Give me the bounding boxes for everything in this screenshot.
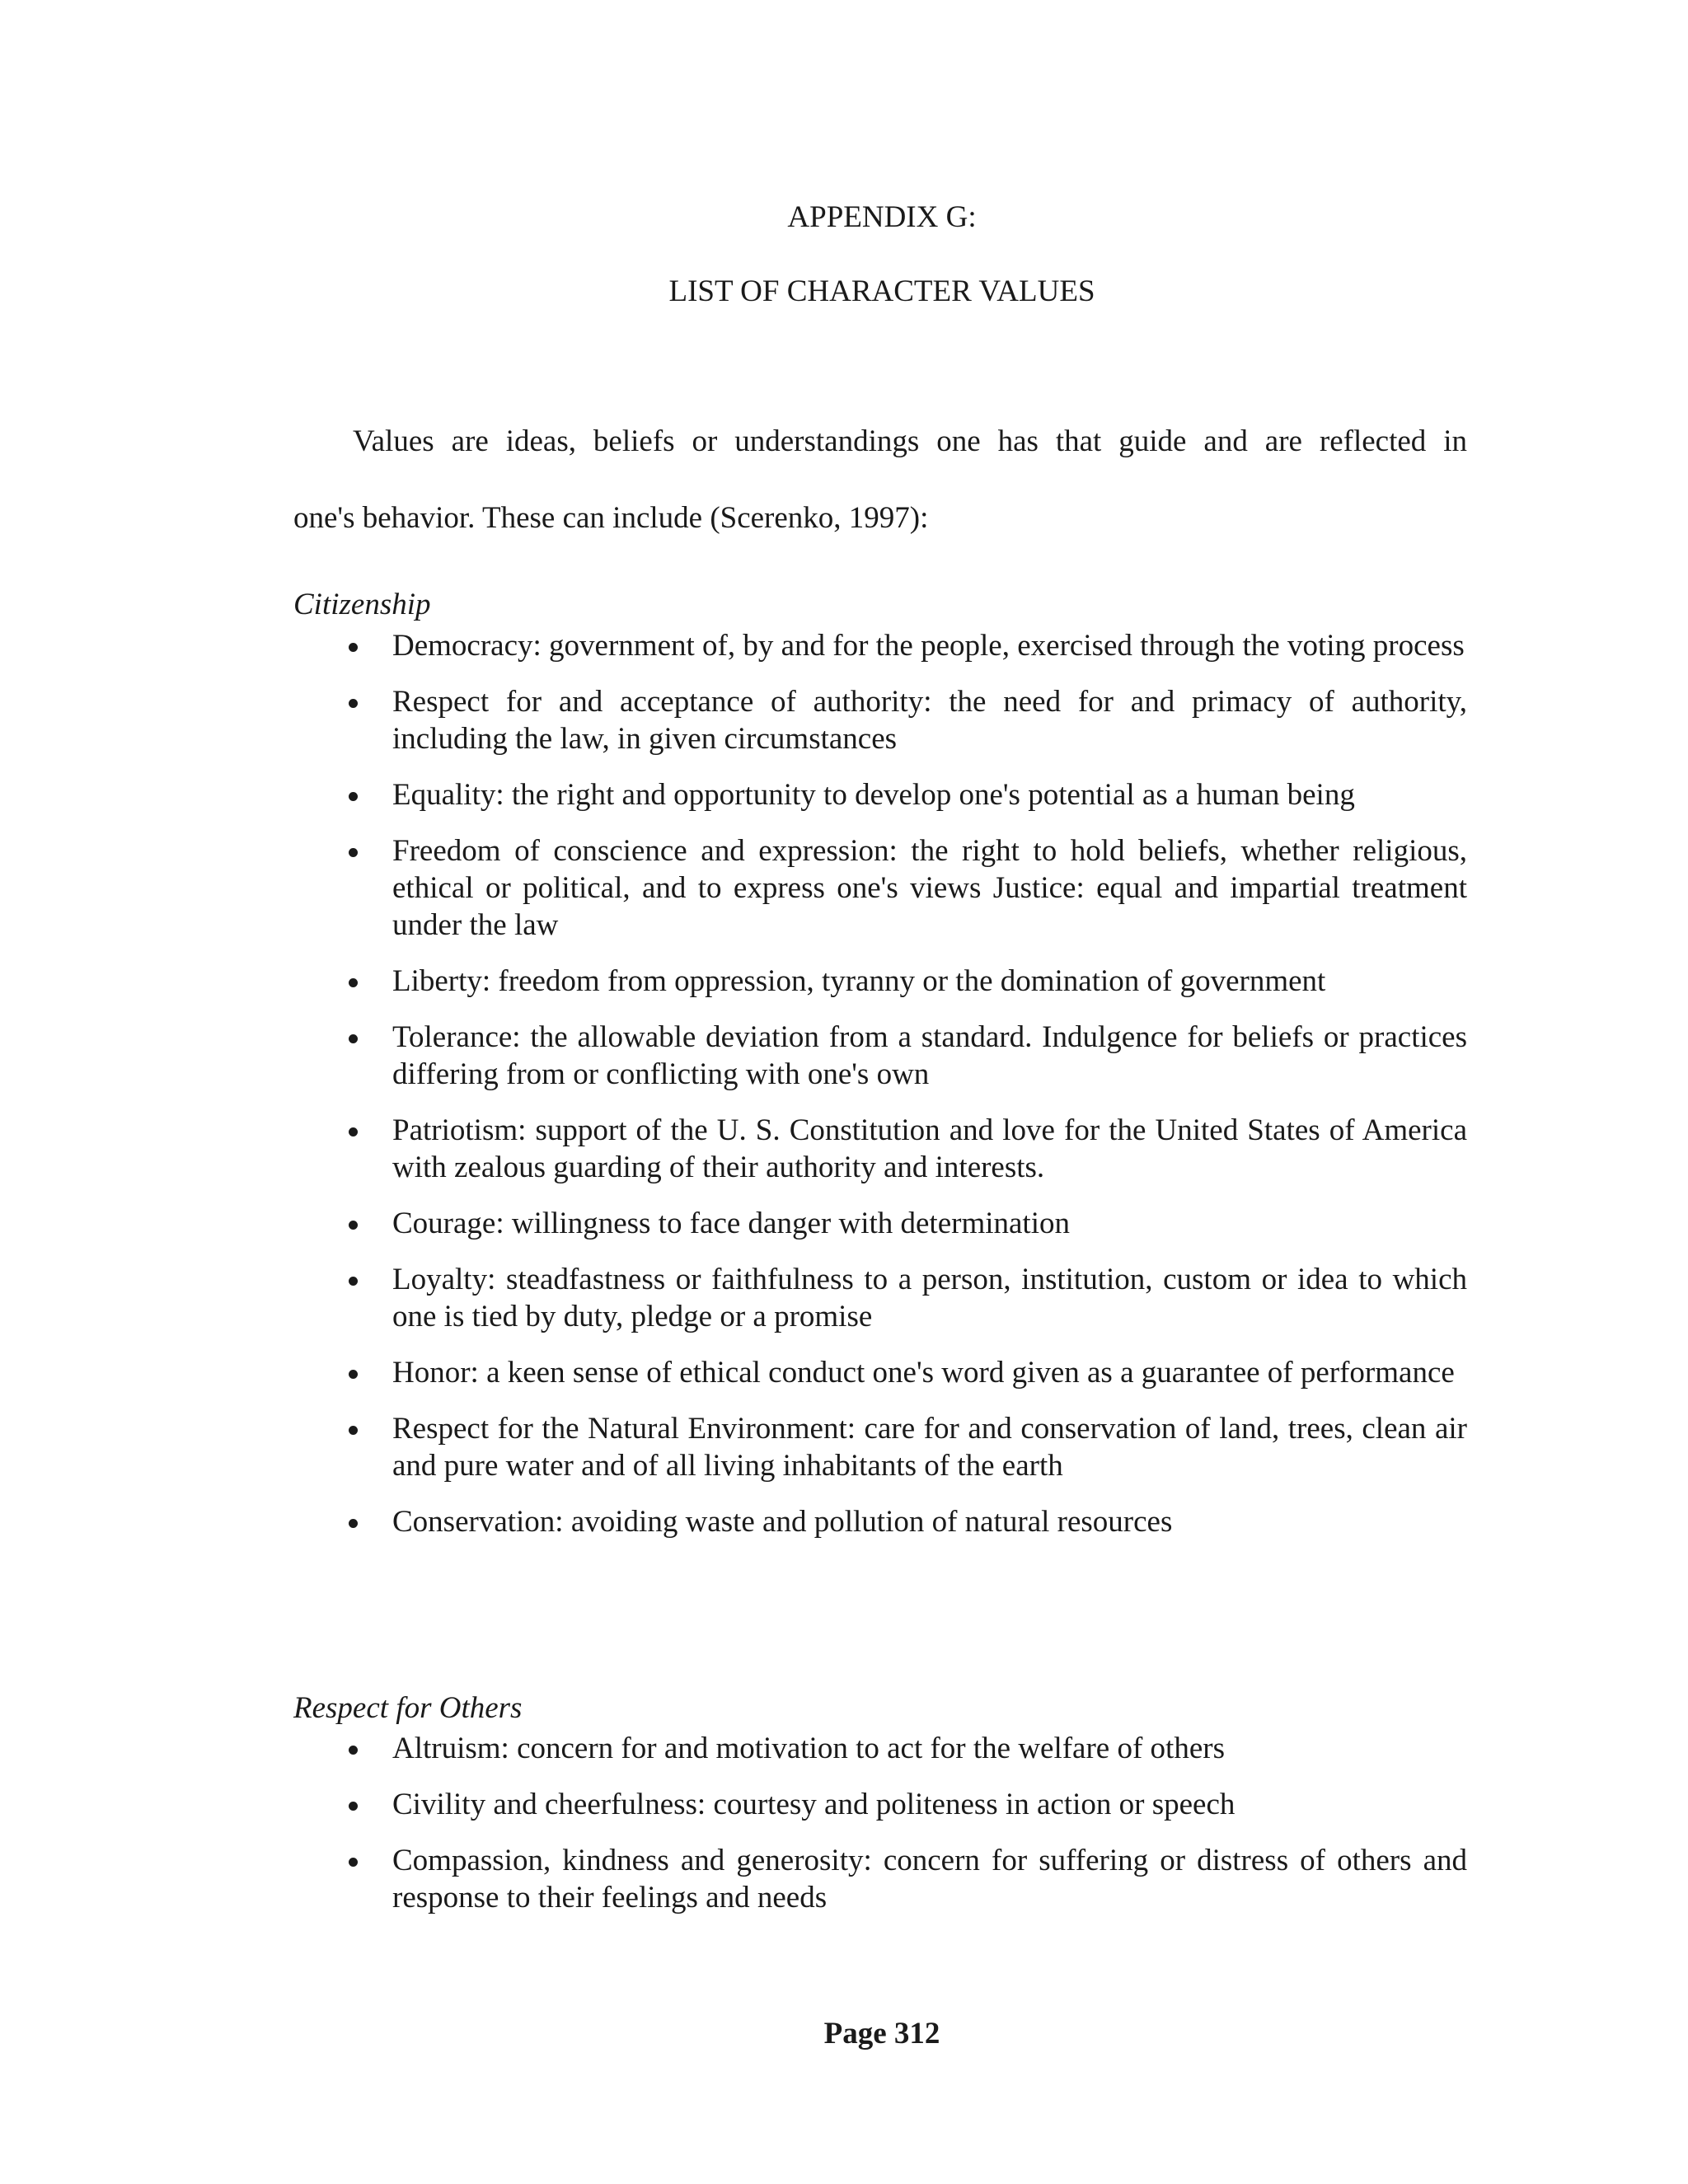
citizenship-list: [293, 627, 1467, 1559]
bullet-icon: [349, 1370, 358, 1379]
bullet-icon: [349, 1519, 358, 1528]
bullet-icon: [349, 643, 358, 652]
page-number: Page 312: [823, 2017, 940, 2050]
bullet-icon: [349, 1746, 358, 1755]
section-title-respect-for-others: Respect for Others: [293, 1691, 523, 1725]
list-item: [293, 1261, 1467, 1335]
bullet-icon: [349, 978, 358, 987]
list-item: [293, 1842, 1467, 1916]
bullet-icon: [349, 1127, 358, 1137]
list-item: [293, 1730, 1467, 1767]
intro-paragraph-line-1: Values are ideas, beliefs or understandings one has that guide and are reflected in: [353, 424, 1467, 458]
list-item: [293, 776, 1467, 813]
bullet-icon: [349, 1802, 358, 1811]
list-item-text: Civility and cheerfulness: courtesy and politeness in action or speech: [392, 1788, 1236, 1821]
list-item: [293, 1354, 1467, 1391]
respect-for-others-list: [293, 1730, 1467, 1935]
list-item-text: Respect for and acceptance of authority: the need for and primacy of authority, including the law, in given circumstances: [392, 685, 1467, 756]
list-item-text: Conservation: avoiding waste and pollution of natural resources: [392, 1505, 1173, 1539]
list-item: [293, 832, 1467, 944]
list-item-text: Compassion, kindness and generosity: concern for suffering or distress of others and response to their feelings and needs: [392, 1844, 1467, 1915]
list-item-text: Altruism: concern for and motivation to act for the welfare of others: [392, 1732, 1225, 1765]
bullet-icon: [349, 1034, 358, 1043]
list-item: [293, 1112, 1467, 1186]
list-item-text: Equality: the right and opportunity to develop one's potential as a human being: [392, 778, 1355, 812]
bullet-icon: [349, 699, 358, 708]
list-item-text: Honor: a keen sense of ethical conduct one's word given as a guarantee of performance: [392, 1356, 1455, 1390]
list-item: [293, 1503, 1467, 1540]
section-title-citizenship: Citizenship: [293, 588, 431, 621]
bullet-icon: [349, 1426, 358, 1435]
appendix-title: LIST OF CHARACTER VALUES: [668, 274, 1095, 308]
list-item-text: Courage: willingness to face danger with determination: [392, 1207, 1070, 1240]
list-item: [293, 627, 1467, 664]
list-item-text: Respect for the Natural Environment: care for and conservation of land, trees, clean air and pure water and of all living inhabitants of the earth: [392, 1412, 1467, 1483]
appendix-heading: APPENDIX G:: [787, 200, 977, 234]
bullet-icon: [349, 1858, 358, 1867]
list-item: [293, 1205, 1467, 1242]
list-item: [293, 1786, 1467, 1823]
list-item: [293, 963, 1467, 1000]
list-item-text: Democracy: government of, by and for the people, exercised through the voting process: [392, 629, 1465, 663]
list-item-text: Loyalty: steadfastness or faithfulness to a person, institution, custom or idea to which one is tied by duty, pledge or a promise: [392, 1263, 1467, 1333]
intro-paragraph-line-2: one's behavior. These can include (Scerenko, 1997):: [293, 501, 929, 535]
bullet-icon: [349, 1221, 358, 1230]
list-item-text: Tolerance: the allowable deviation from a standard. Indulgence for beliefs or practices differing from or conflicting with one's own: [392, 1020, 1467, 1091]
bullet-icon: [349, 848, 358, 857]
list-item-text: Liberty: freedom from oppression, tyranny or the domination of government: [392, 964, 1326, 998]
list-item: [293, 1019, 1467, 1093]
bullet-icon: [349, 792, 358, 801]
bullet-icon: [349, 1277, 358, 1286]
list-item-text: Freedom of conscience and expression: the right to hold beliefs, whether religious, ethical or political, and to express one's views Justice: equal and impartial treatment under the law: [392, 834, 1467, 942]
list-item-text: Patriotism: support of the U. S. Constitution and love for the United States of America with zealous guarding of their authority and interests.: [392, 1113, 1467, 1184]
list-item: [293, 683, 1467, 757]
list-item: [293, 1410, 1467, 1484]
